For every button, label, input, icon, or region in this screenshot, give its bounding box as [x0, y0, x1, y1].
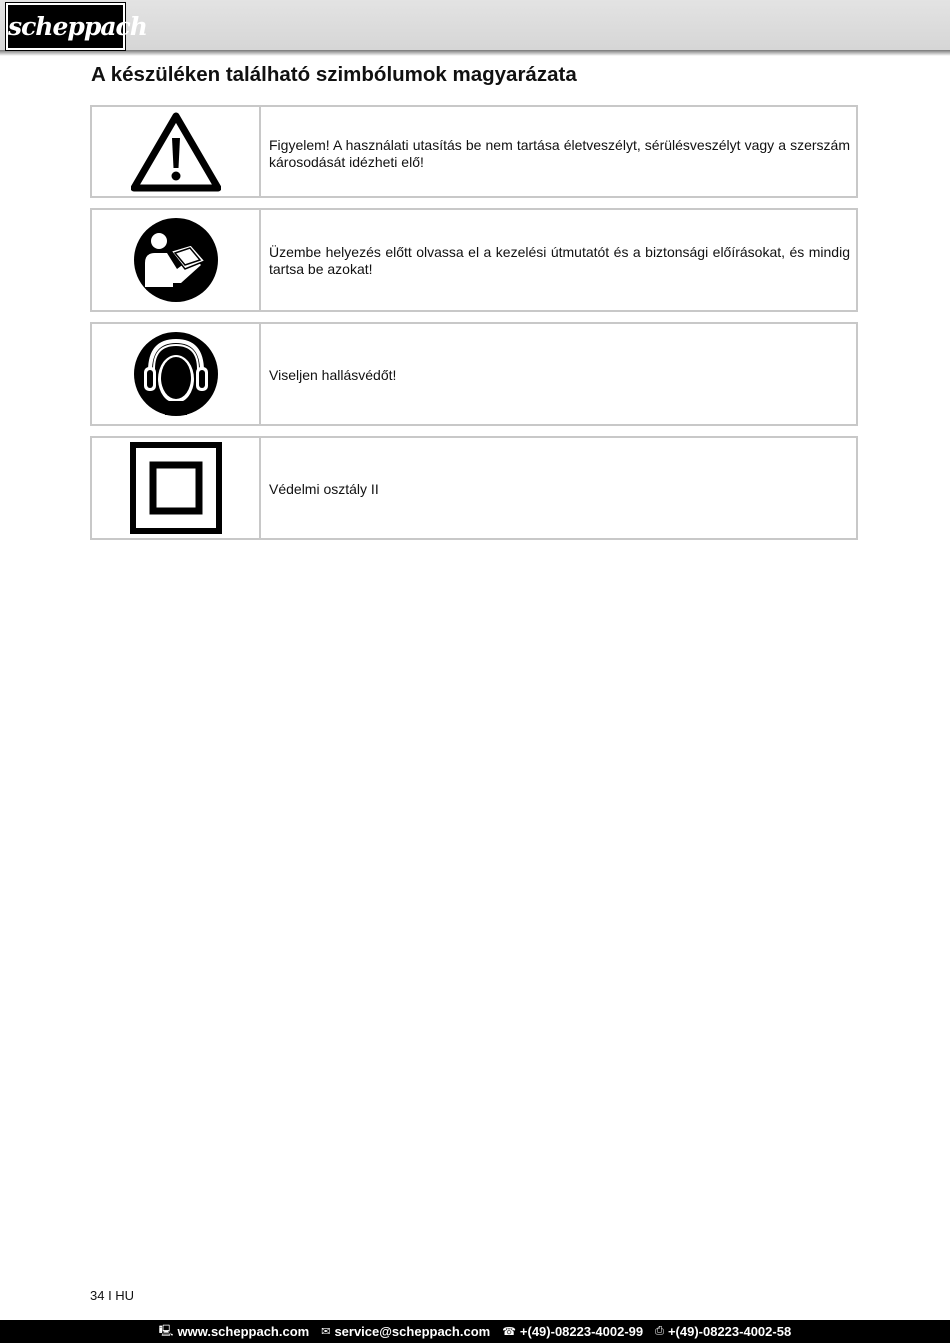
- symbol-cell: [92, 107, 261, 196]
- read-manual-icon: [133, 217, 219, 303]
- symbol-row-protection-class: [90, 436, 858, 540]
- mail-icon: ✉: [321, 1326, 331, 1338]
- protection-class-ii-icon: [130, 442, 222, 534]
- symbol-cell: [92, 210, 261, 310]
- symbol-cell: [92, 324, 261, 424]
- hearing-protection-icon: [133, 331, 219, 417]
- footer-email[interactable]: [321, 1324, 490, 1339]
- symbol-cell: [92, 438, 261, 538]
- footer-phone: [502, 1324, 643, 1339]
- header-shadow: [0, 50, 950, 56]
- footer-website[interactable]: [159, 1322, 309, 1341]
- footer-fax: [655, 1324, 791, 1339]
- warning-triangle-icon: [131, 112, 221, 192]
- page-number: 34 I HU: [90, 1288, 135, 1303]
- symbol-row-hearing: [90, 322, 858, 426]
- phone-icon: ☎: [502, 1326, 516, 1338]
- page-title: A készüléken található szimbólumok magyarázata: [91, 63, 577, 86]
- scheppach-logo: scheppach: [6, 3, 125, 50]
- symbol-description: Védelmi osztály II: [269, 481, 379, 497]
- symbol-row-manual: [90, 208, 858, 312]
- email-link[interactable]: service@scheppach.com: [334, 1324, 491, 1339]
- computer-icon: 🖳: [158, 1325, 174, 1337]
- phone-number: +(49)-08223-4002-99: [519, 1324, 644, 1339]
- symbol-description: Viseljen hallásvédőt!: [269, 367, 397, 383]
- fax-number: +(49)-08223-4002-58: [667, 1324, 792, 1339]
- website-link[interactable]: www.scheppach.com: [177, 1324, 310, 1339]
- symbol-description: Üzembe helyezés előtt olvassa el a kezelési útmutatót és a biztonsági előírásokat, és mindig tartsa be azokat!: [269, 244, 850, 277]
- footer-bar: [0, 1320, 950, 1343]
- symbol-description: Figyelem! A használati utasítás be nem tartása életveszélyt, sérülésveszélyt vagy a szerszám károsodását idézheti elő!: [269, 137, 850, 170]
- symbol-row-warning: [90, 105, 858, 198]
- fax-icon: ⎙: [655, 1325, 664, 1337]
